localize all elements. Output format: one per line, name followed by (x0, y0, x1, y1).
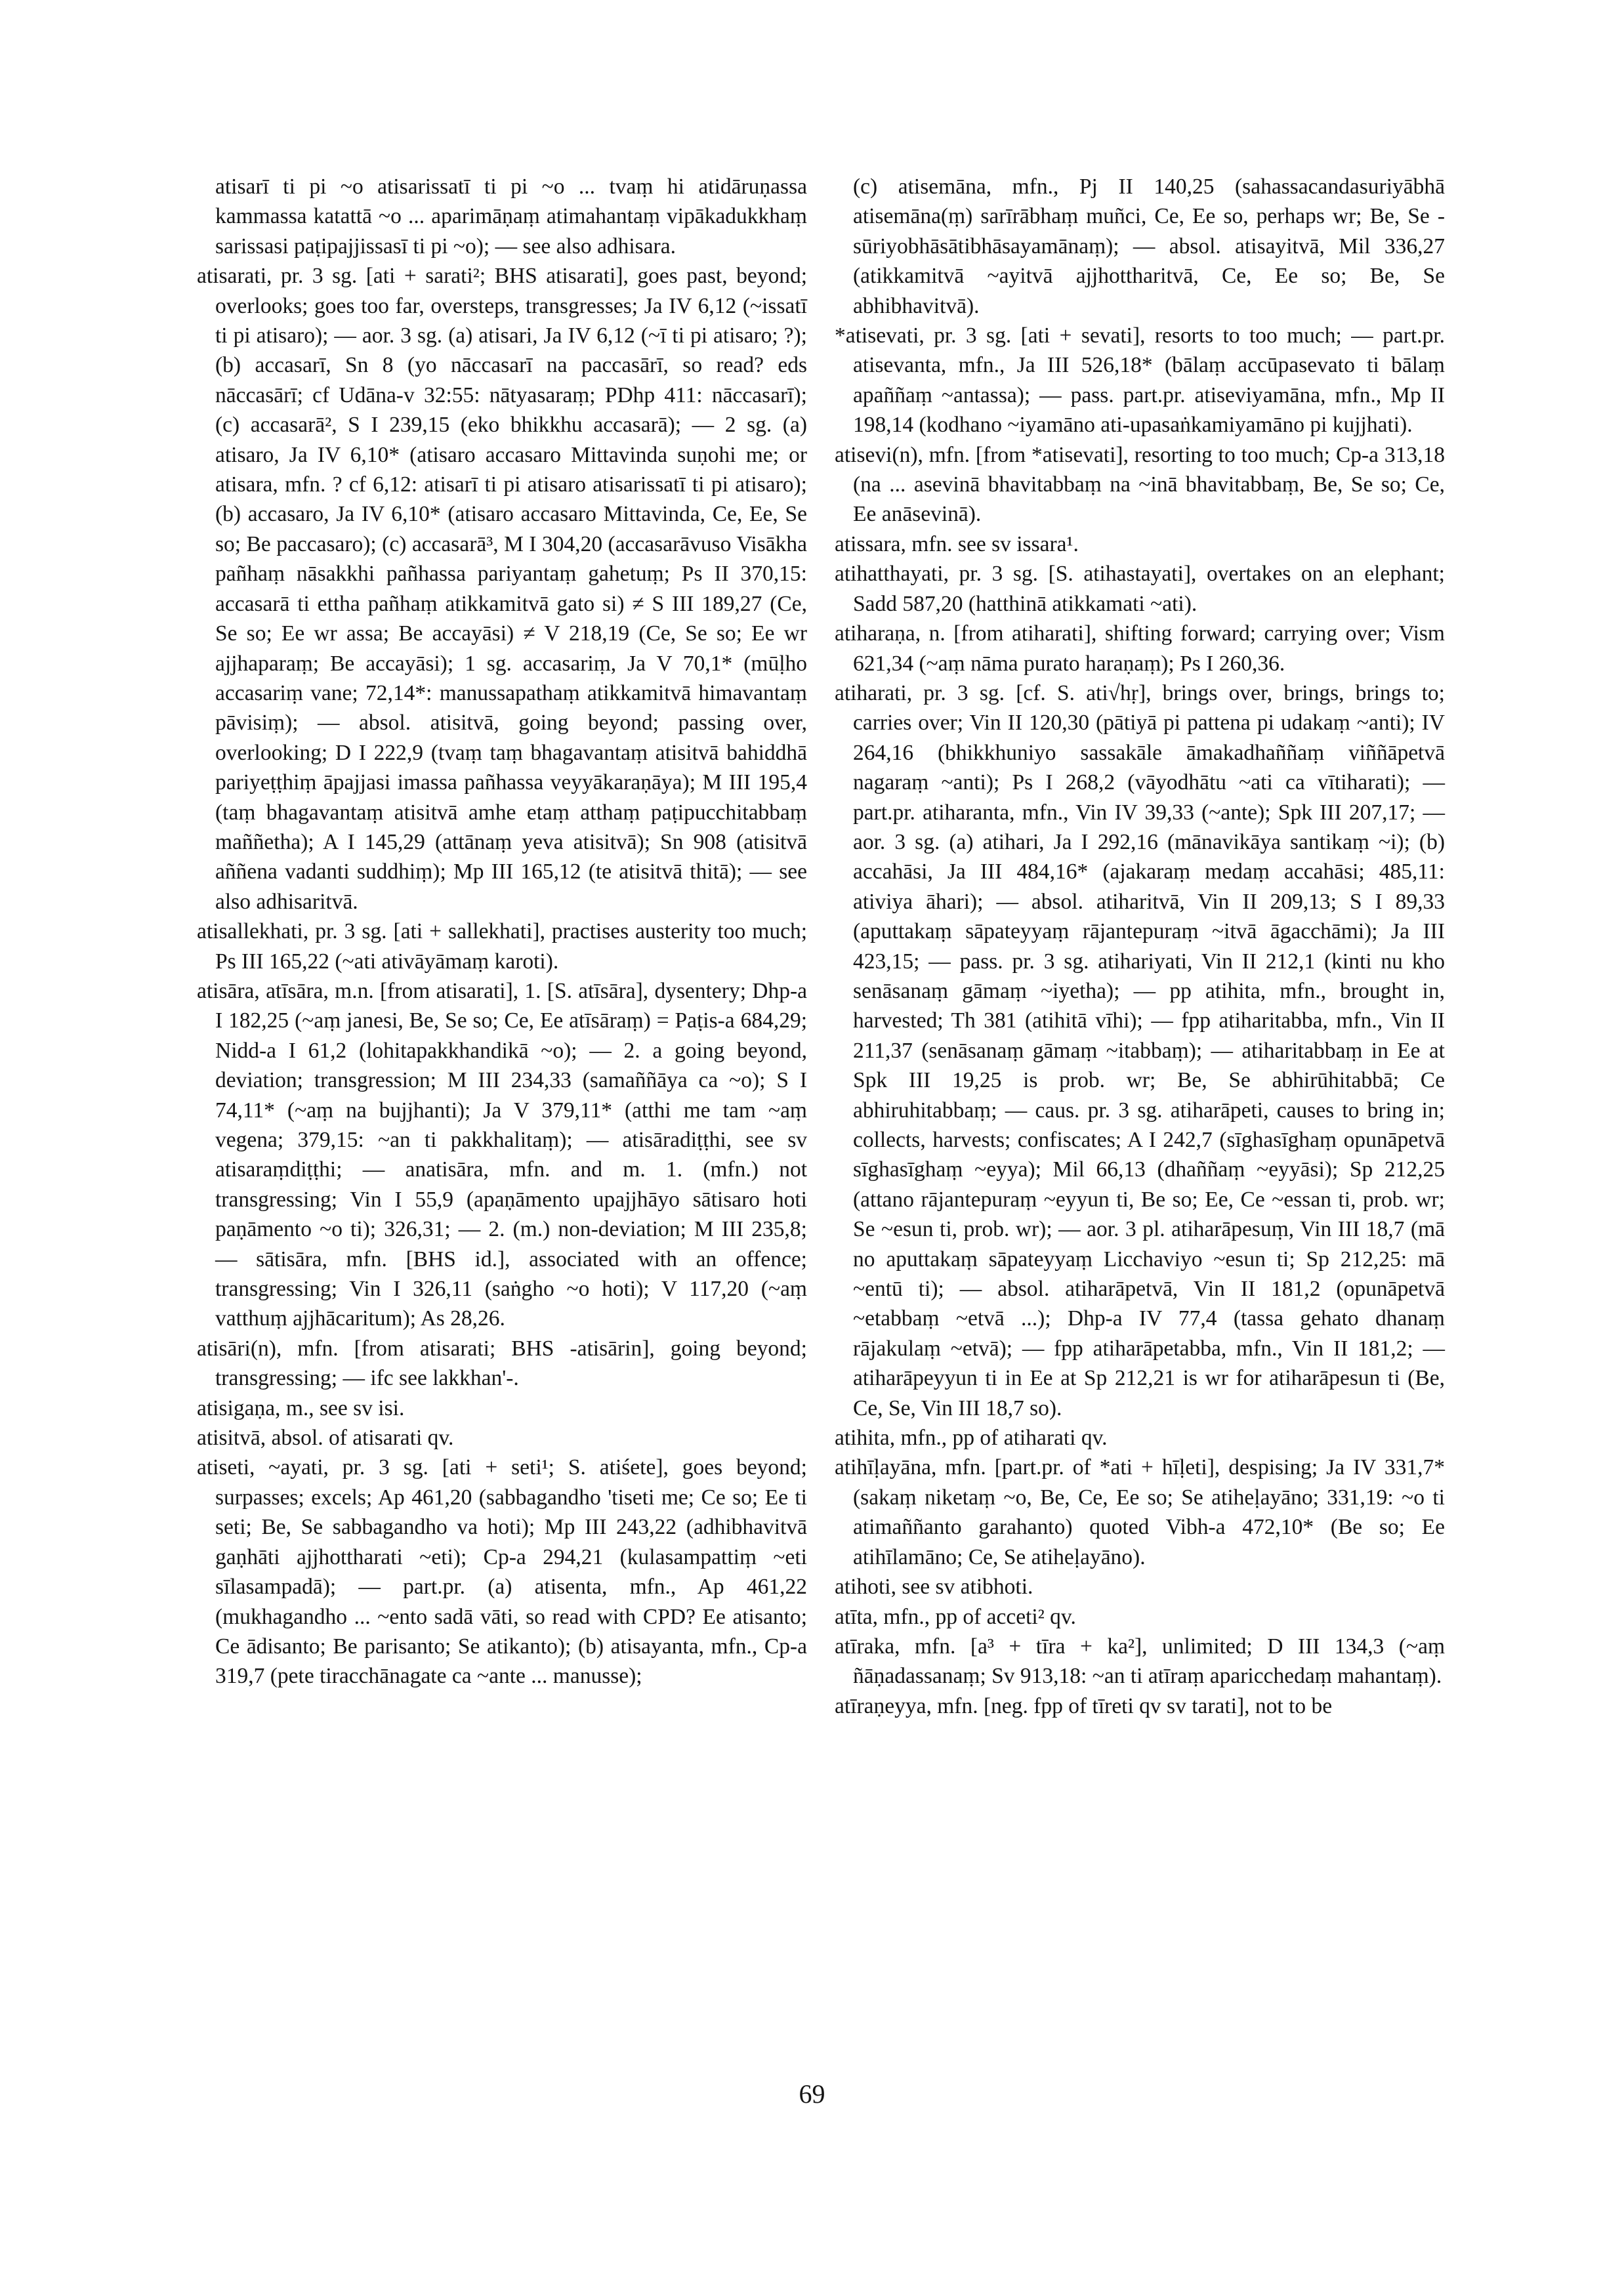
dictionary-entry: (c) atisemāna, mfn., Pj II 140,25 (sahassacandasuriyābhā atisemāna(ṃ) sarīrābhaṃ muñci, Ce, Ee so, perhaps wr; Be, Se -sūriyobhāsātibhāsayamānaṃ); — absol. atisayitvā, Mil 336,27 (atikkamitvā ~ayitvā ajjhottharitvā, Ce, Ee so; Be, Se abhibhavitvā). (853, 175, 1445, 318)
dictionary-entry: atihatthayati, pr. 3 sg. [S. atihastayati], overtakes on an elephant; Sadd 587,20 (hatthinā atikkamati ~ati). (835, 562, 1445, 616)
dictionary-entry: atīta, mfn., pp of acceti² qv. (835, 1604, 1076, 1629)
dictionary-entry: atihīḷayāna, mfn. [part.pr. of *ati + hīḷeti], despising; Ja IV 331,7* (sakaṃ niketaṃ ~o, Be, Ce, Ee so; Se atiheḷayāno; 331,19: ~o ti atimaññanto garahanto) quoted Vibh-a 472,10* (Be so; Ee atihīlamāno; Ce, Se atiheḷayāno). (835, 1455, 1445, 1569)
dictionary-entry: atisallekhati, pr. 3 sg. [ati + sallekhati], practises austerity too much; Ps III 165,22 (~ati ativāyāmaṃ karoti). (197, 919, 807, 974)
dictionary-entry: atisitvā, absol. of atisarati qv. (197, 1426, 454, 1451)
dictionary-entry: atīraka, mfn. [a³ + tīra + ka²], unlimited; D III 134,3 (~aṃ ñāṇadassanaṃ; Sv 913,18: ~an ti atīraṃ aparicchedaṃ mahantaṃ). (835, 1634, 1445, 1689)
dictionary-entry: atisevi(n), mfn. [from *atisevati], resorting to too much; Cp-a 313,18 (na ... asevinā bhavitabbaṃ na ~inā bhavitabbaṃ, Be, Se so; Ce, Ee anāsevinā). (835, 442, 1445, 527)
dictionary-entry: atisarati, pr. 3 sg. [ati + sarati²; BHS atisarati], goes past, beyond; overlooks; goes too far, oversteps, transgresses; Ja IV 6,12 (~issatī ti pi atisaro); — aor. 3 sg. (a) atisari, Ja IV 6,12 (~ī ti pi atisaro; ?); (b) accasarī, Sn 8 (yo nāccasarī na paccasārī, so read? eds nāccasārī; cf Udāna-v 32:55: nātyasaraṃ; PDhp 411: nāccasarī); (c) accasarā², S I 239,15 (eko bhikkhu accasarā); — 2 sg. (a) atisaro, Ja IV 6,10* (atisaro accasaro Mittavinda suṇohi me; or atisara, mfn. ? cf 6,12: atisarī ti pi atisaro atisarissatī ti pi atisaro); (b) accasaro, Ja IV 6,10* (atisaro accasaro Mittavinda, Ce, Ee, Se so; Be paccasaro); (c) accasarā³, M I 304,20 (accasarāvuso Visākha pañhaṃ nāsakkhi pañhassa pariyantaṃ gahetuṃ; Ps II 370,15: accasarā ti ettha pañhaṃ atikkamitvā gato si) ≠ S III 189,27 (Ce, Se so; Ee wr assa; Be accayāsi) ≠ V 218,19 (Ce, Se so; Ee wr ajjhaparaṃ; Be accayāsi); 1 sg. accasariṃ, Ja V 70,1* (mūḷho accasariṃ vane; 72,14*: manussapathaṃ atikkamitvā himavantaṃ pāvisiṃ); — absol. atisitvā, going beyond; passing over, overlooking; D I 222,9 (tvaṃ taṃ bhagavantaṃ atisitvā bahiddhā pariyeṭṭhiṃ āpajjasi imassa pañhassa veyyākaraṇāya); M III 195,4 (taṃ bhagavantaṃ atisitvā amhe etaṃ atthaṃ paṭipucchitabbaṃ maññetha); A I 145,29 (attānaṃ yeva atisitvā); Sn 908 (atisitvā aññena vadanti suddhiṃ); Mp III 165,12 (te atisitvā thitā); — see also adhisaritvā. (197, 264, 807, 914)
right-column (835, 172, 1445, 1721)
dictionary-entry: atiseti, ~ayati, pr. 3 sg. [ati + seti¹; S. atiśete], goes beyond; surpasses; excels; Ap 461,20 (sabbagandho 'tiseti me; Ce so; Ee ti seti; Be, Se sabbagandho va hoti); Mp III 243,22 (adhibhavitvā gaṇhāti ajjhottharati ~eti); Cp-a 294,21 (kulasampattiṃ ~eti sīlasampadā); — part.pr. (a) atisenta, mfn., Ap 461,22 (mukhagandho ... ~ento sadā vāti, so read with CPD? Ee atisanto; Ce ādisanto; Be parisanto; Se atikanto); (b) atisayanta, mfn., Cp-a 319,7 (pete tiracchānagate ca ~ante ... manusse); (197, 1455, 807, 1689)
dictionary-entry: atissara, mfn. see sv issara¹. (835, 531, 1079, 556)
dictionary-entry: atisāri(n), mfn. [from atisarati; BHS -atisārin], going beyond; transgressing; — ifc see lakkhan'-. (197, 1336, 807, 1391)
dictionary-entry: atīraṇeyya, mfn. [neg. fpp of tīreti qv sv tarati], not to be (835, 1693, 1333, 1718)
dictionary-entry: *atisevati, pr. 3 sg. [ati + sevati], resorts to too much; — part.pr. atisevanta, mfn., Ja III 526,18* (bālaṃ accūpasevato ti bālaṃ apaññaṃ ~antassa); — pass. part.pr. atiseviyamāna, mfn., Mp II 198,14 (kodhano ~iyamāno ati-upasaṅkamiyamāno pi kujjhati). (835, 323, 1445, 438)
page-number: 69 (799, 2079, 825, 2109)
dictionary-entry: atisigaṇa, m., see sv isi. (197, 1396, 405, 1420)
dictionary-entry: atiharati, pr. 3 sg. [cf. S. ati√hṛ], brings over, brings, brings to; carries over; Vin II 120,30 (pātiyā pi pattena pi udakaṃ ~anti); IV 264,16 (bhikkhuniyo sassakāle āmakadhaññaṃ viññāpetvā nagaraṃ ~anti); Ps I 268,2 (vāyodhātu ~ati ca vītiharati); — part.pr. atiharanta, mfn., Vin IV 39,33 (~ante); Spk III 207,17; — aor. 3 sg. (a) atihari, Ja I 292,16 (mānavikāya santikaṃ ~i); (b) accahāsi, Ja III 484,16* (ajakaraṃ medaṃ accahāsi; 485,11: ativiya āhari); — absol. atiharitvā, Vin II 209,13; S I 89,33 (aputtakaṃ sāpateyyaṃ rājantepuraṃ ~itvā āgacchāmi); Ja III 423,15; — pass. pr. 3 sg. atihariyati, Vin II 212,1 (kinti nu kho senāsanaṃ gāmaṃ ~iyetha); — pp atihita, mfn., brought in, harvested; Th 381 (atihitā vīhi); — fpp atiharitabba, mfn., Vin II 211,37 (senāsanaṃ gāmaṃ ~itabbaṃ); — atiharitabbaṃ in Ee at Spk III 19,25 is prob. wr; Be, Se abhirūhitabbā; Ce abhiruhitabbaṃ; — caus. pr. 3 sg. atiharāpeti, causes to bring in; collects, harvests; confiscates; A I 242,7 (sīghasīghaṃ opunāpetvā sīghasīghaṃ ~eyya); Mil 66,13 (dhaññaṃ ~eyyāsi); Sp 212,25 (attano rājantepuraṃ ~eyyun ti, Be so; Ee, Ce ~essan ti, prob. wr; Se ~esun ti, prob. wr); — aor. 3 pl. atiharāpesuṃ, Vin III 18,7 (mā no aputtakaṃ sāpateyyaṃ Licchaviyo ~esun ti; Sp 212,25: mā ~entū ti); — absol. atiharāpetvā, Vin II 181,2 (opunāpetvā ~etabbaṃ ~etvā ...); Dhp-a IV 77,4 (tassa gehato dhanaṃ rājakulaṃ ~etvā); — fpp atiharāpetabba, mfn., Vin II 181,2; — atiharāpeyyun ti in Ee at Sp 212,21 is wr for atiharāpesun ti (Be, Ce, Se, Vin III 18,7 so). (835, 680, 1445, 1420)
left-column (197, 172, 807, 1691)
dictionary-entry: atihoti, see sv atibhoti. (835, 1575, 1033, 1600)
dictionary-entry: atisāra, atīsāra, m.n. [from atisarati], 1. [S. atīsāra], dysentery; Dhp-a I 182,25 (~aṃ janesi, Be, Se so; Ce, Ee atīsāraṃ) = Paṭis-a 684,29; Nidd-a I 61,2 (lohitapakkhandikā ~o); — 2. a going beyond, deviation; transgression; M III 234,33 (samaññāya ca ~o); S I 74,11* (~aṃ na bujjhanti); Ja V 379,11* (atthi me tam ~aṃ vegena; 379,15: ~an ti pakkhalitaṃ); — atisāradiṭṭhi, see sv atisaraṃdiṭṭhi; — anatisāra, mfn. and m. 1. (mfn.) not transgressing; Vin I 55,9 (apaṇāmento upajjhāyo sātisaro hoti paṇāmento ~o ti); 326,31; — 2. (m.) non-deviation; M III 235,8; — sātisāra, mfn. [BHS id.], associated with an offence; transgressing; Vin I 326,11 (saṅgho ~o hoti); V 117,20 (~aṃ vatthuṃ ajjhācaritum); As 28,26. (197, 978, 807, 1331)
dictionary-entry: atiharaṇa, n. [from atiharati], shifting forward; carrying over; Vism 621,34 (~aṃ nāma purato haraṇaṃ); Ps I 260,36. (835, 621, 1445, 676)
dictionary-entry: atisarī ti pi ~o atisarissatī ti pi ~o ... tvaṃ hi atidāruṇassa kammassa katattā ~o ... aparimāṇaṃ atimahantaṃ vipākadukkhaṃ sarissasi paṭipajjissasī ti pi ~o); — see also adhisara. (215, 175, 807, 258)
dictionary-entry: atihita, mfn., pp of atiharati qv. (835, 1426, 1108, 1451)
